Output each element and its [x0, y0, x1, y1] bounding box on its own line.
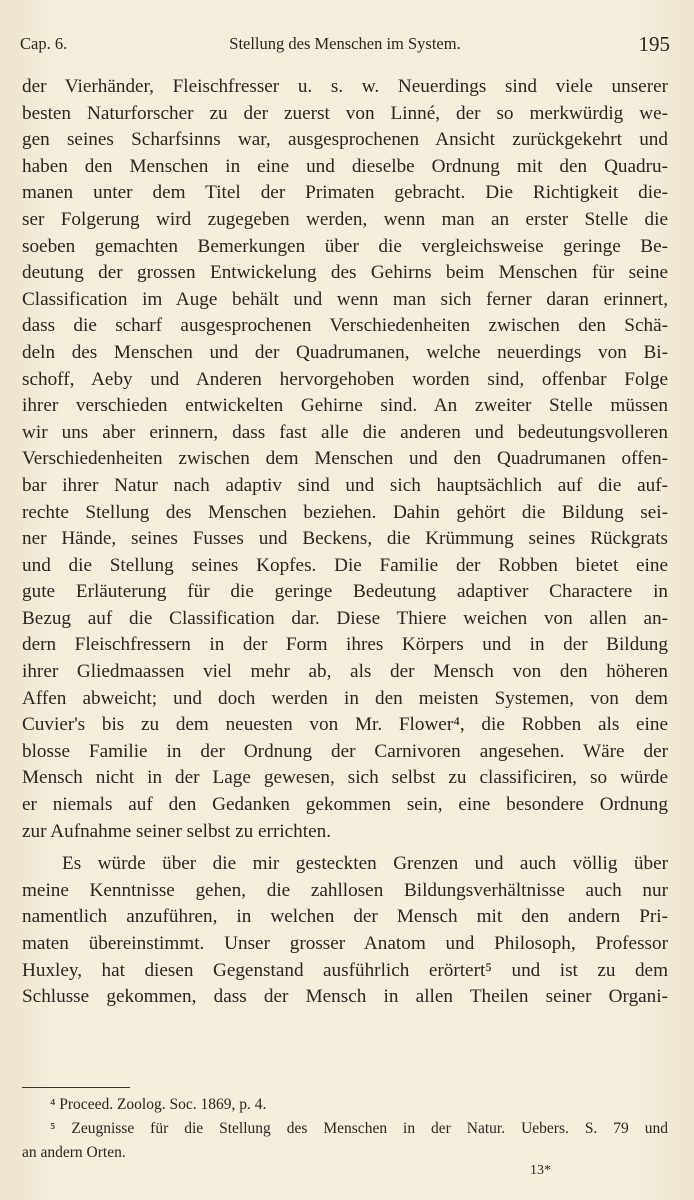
text-line: Schlusse gekommen, dass der Mensch in allen Theilen seiner Organi-	[22, 986, 668, 1008]
text-line: schoff, Aeby und Anderen hervorgehoben worden sind, offenbar Folge	[22, 368, 668, 390]
text-line: Es würde über die mir gesteckten Grenzen und auch völlig über	[62, 853, 668, 875]
text-line: Affen abweicht; und doch werden in den meisten Systemen, von dem	[22, 687, 668, 709]
text-line: blosse Familie in der Ordnung der Carnivoren angesehen. Wäre der	[22, 740, 668, 762]
text-line: soeben gemachten Bemerkungen über die vergleichsweise geringe Be-	[22, 235, 668, 257]
text-line: dern Fleischfressern in der Form ihres Körpers und in der Bildung	[22, 634, 668, 656]
text-line: meine Kenntnisse gehen, die zahllosen Bildungsverhältnisse auch nur	[22, 879, 668, 901]
page-number: 195	[638, 32, 670, 56]
text-line: manen unter dem Titel der Primaten gebracht. Die Richtigkeit die-	[22, 182, 668, 204]
text-line: gute Erläuterung für die geringe Bedeutung adaptiver Charactere in	[22, 581, 668, 603]
text-line: Classification im Auge behält und wenn man sich ferner daran erinnert,	[22, 288, 668, 310]
text-line: Cuvier's bis zu dem neuesten von Mr. Flower⁴, die Robben als eine	[22, 714, 668, 736]
text-line: er niemals auf den Gedanken gekommen sein, eine besondere Ordnung	[22, 794, 668, 816]
text-line: wir uns aber erinnern, dass fast alle die anderen und bedeutungsvolleren	[22, 421, 668, 443]
footnote-5: ⁵ Zeugnisse für die Stellung des Menschen in der Natur. Uebers. S. 79 und	[50, 1120, 668, 1137]
footnote-4: ⁴ Proceed. Zoolog. Soc. 1869, p. 4.	[50, 1096, 267, 1113]
page-header	[20, 30, 670, 60]
text-line: ihrer verschieden entwickelten Gehirne sind. An zweiter Stelle müssen	[22, 395, 668, 417]
text-line: maten übereinstimmt. Unser grosser Anatom und Philosoph, Professor	[22, 933, 668, 954]
footnotes	[22, 1093, 668, 1165]
signature-mark: 13*	[530, 1163, 551, 1178]
text-line: zur Aufnahme seiner selbst zu errichten.	[22, 820, 332, 842]
text-line: Huxley, hat diesen Gegenstand ausführlich erörtert⁵ und ist zu dem	[22, 959, 668, 981]
text-line: besten Naturforscher zu der zuerst von Linné, der so merkwürdig we-	[22, 102, 668, 124]
running-title: Stellung des Menschen im System.	[229, 34, 461, 53]
text-line: deln des Menschen und der Quadrumanen, welche neuerdings von Bi-	[22, 341, 668, 363]
text-line: Bezug auf die Classification dar. Diese Thiere weichen von allen an-	[22, 607, 668, 629]
text-line: Verschiedenheiten zwischen dem Menschen und den Quadrumanen offen-	[22, 448, 668, 470]
text-line: namentlich anzuführen, in welchen der Mensch mit den andern Pri-	[22, 906, 668, 928]
text-line: Mensch nicht in der Lage gewesen, sich selbst zu classificiren, so würde	[22, 767, 668, 789]
text-line: gen seines Scharfsinns war, ausgesprochenen Ansicht zurückgekehrt und	[22, 129, 668, 151]
text-line: ner Hände, seines Fusses und Beckens, die Krümmung seines Rückgrats	[22, 528, 668, 550]
footnote-5-continued: an andern Orten.	[22, 1144, 126, 1161]
text-line: rechte Stellung des Menschen beziehen. Dahin gehört die Bildung sei-	[22, 501, 668, 523]
text-line: ihrer Gliedmaassen viel mehr ab, als der Mensch von den höheren	[22, 661, 668, 683]
body-text	[22, 74, 668, 1011]
text-line: deutung der grossen Entwickelung des Gehirns beim Menschen für seine	[22, 262, 668, 284]
text-line: und die Stellung seines Kopfes. Die Familie der Robben bietet eine	[22, 554, 668, 576]
text-line: der Vierhänder, Fleischfresser u. s. w. Neuerdings sind viele unserer	[22, 76, 668, 97]
footnote-rule	[22, 1087, 130, 1088]
text-line: ser Folgerung wird zugegeben werden, wenn man an erster Stelle die	[22, 208, 668, 230]
chapter-label: Cap. 6.	[20, 34, 68, 53]
text-line: dass die scharf ausgesprochenen Verschiedenheiten zwischen den Schä-	[22, 315, 668, 337]
text-line: haben den Menschen in eine und dieselbe Ordnung mit den Quadru-	[22, 155, 668, 177]
text-line: bar ihrer Natur nach adaptiv sind und sich hauptsächlich auf die auf-	[22, 474, 668, 496]
